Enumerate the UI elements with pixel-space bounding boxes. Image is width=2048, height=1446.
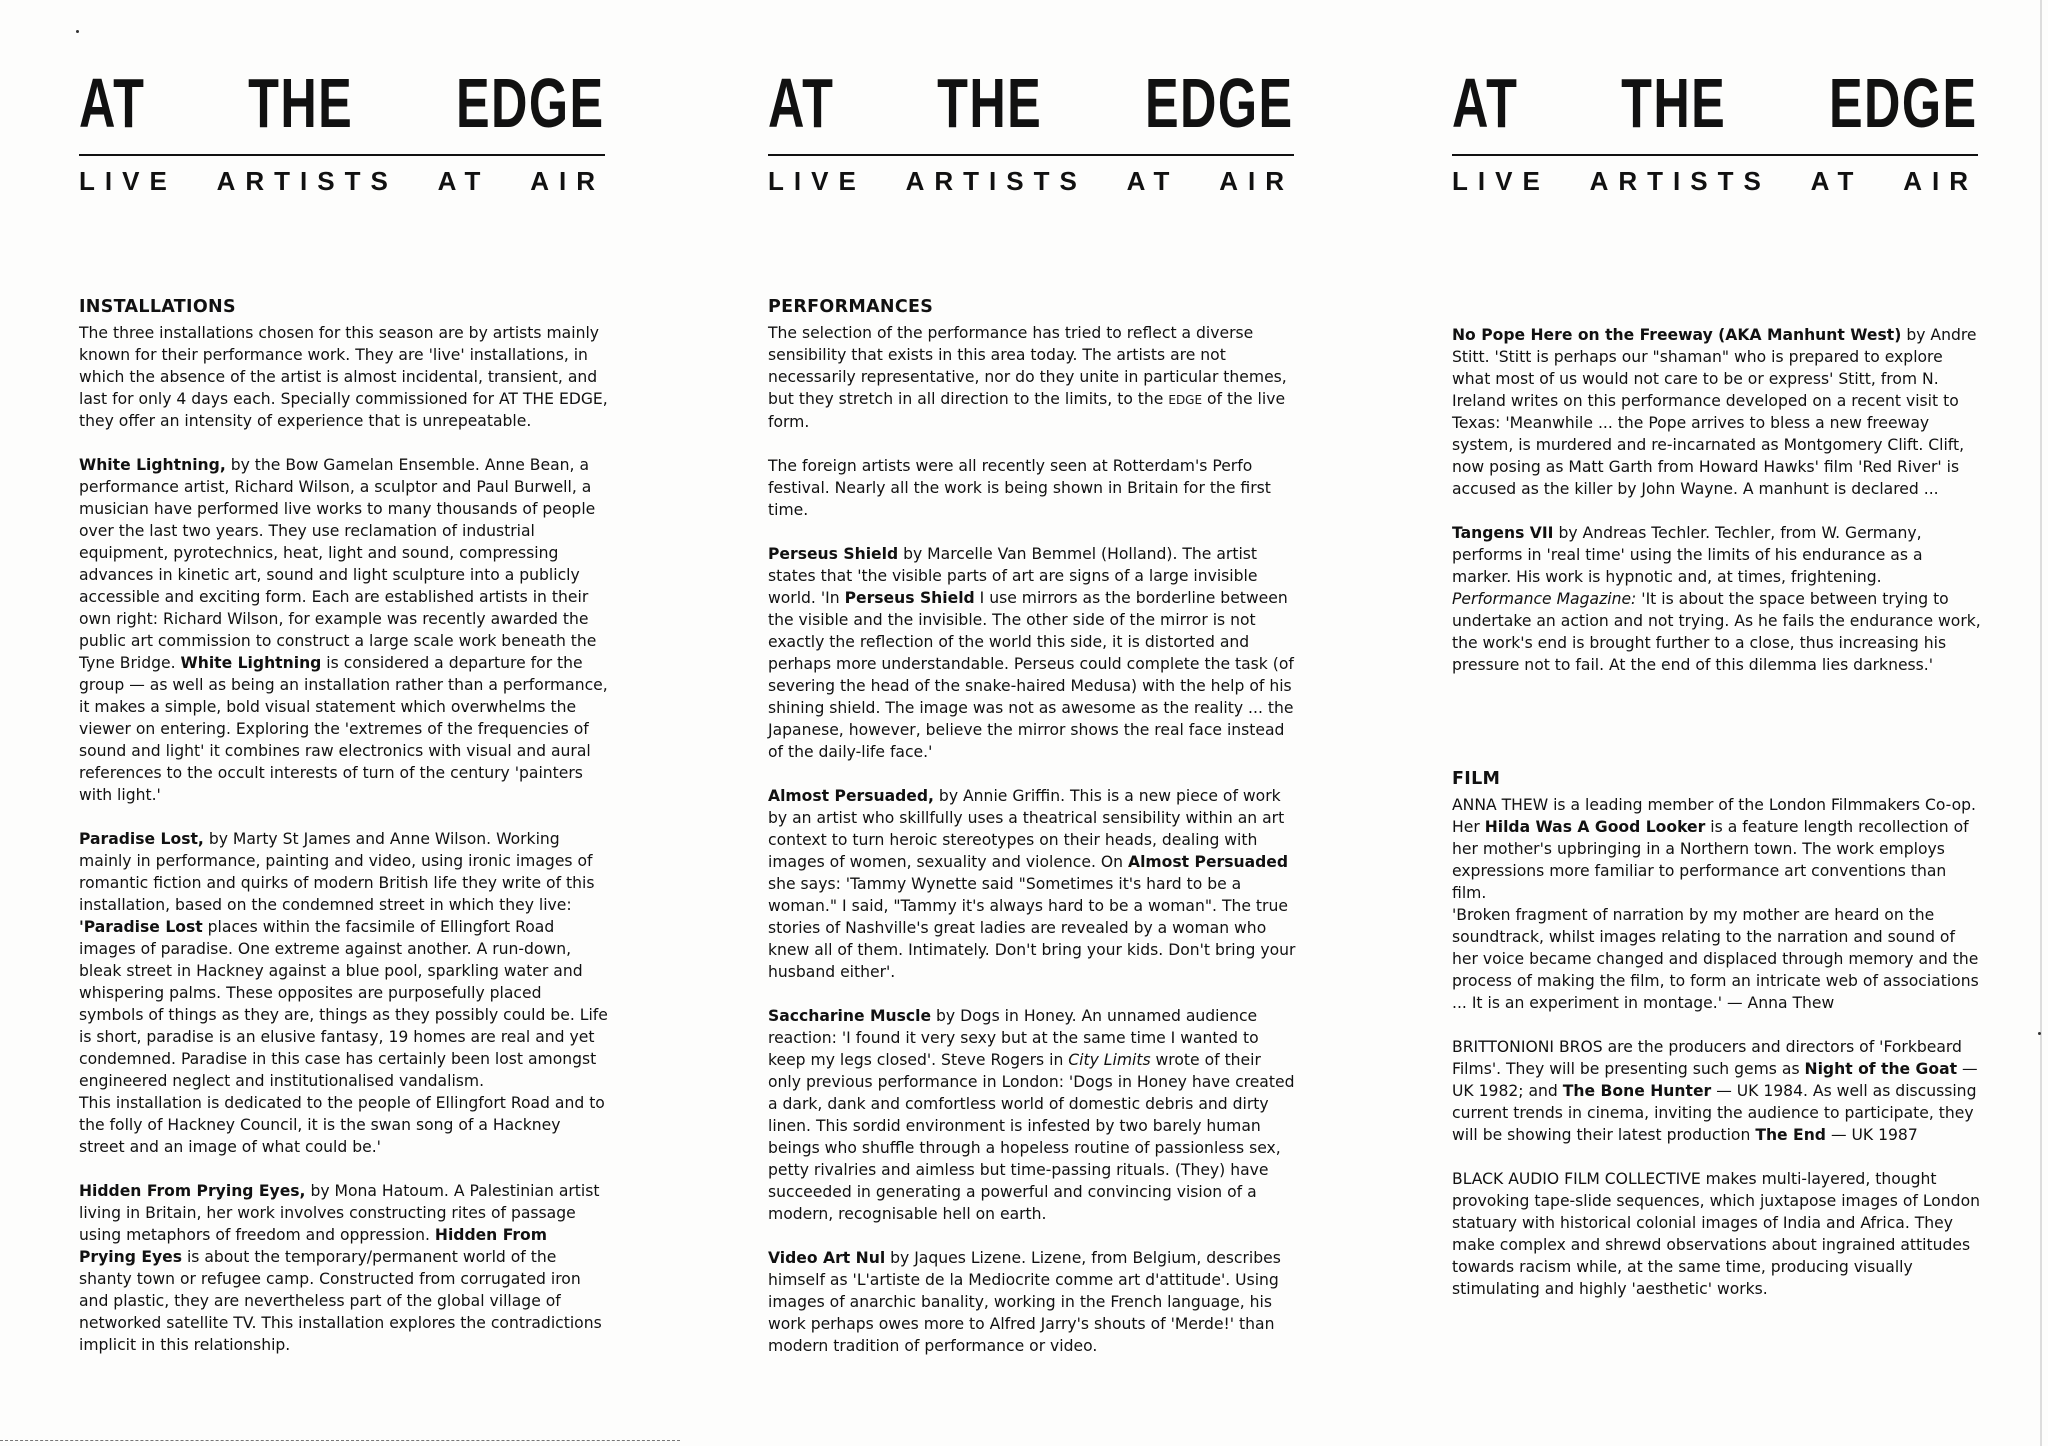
entry-hidden-from-prying-eyes	[79, 1180, 609, 1356]
entry-italic: Performance Magazine:	[1452, 590, 1637, 608]
masthead-rule	[1452, 154, 1978, 156]
entry-almost-persuaded	[768, 785, 1298, 983]
entry-text: is about the temporary/permanent world of the shanty town or refugee camp. Constructed from corrugated iron and plastic, they are nevertheless part of the global village of networked satellite TV. This installation explores the contradictions implicit in this relationship.	[79, 1248, 602, 1354]
entry-text: by the Bow Gamelan Ensemble. Anne Bean, a performance artist, Richard Wilson, a sculptor and Paul Burwell, a musician have performed live works to many thousands of people over the last two years. They use reclamation of industrial equipment, pyrotechnics, heat, light and sound, compressing advances in kinetic art, sound and light sculpture into a publicly accessible and exciting form. Each are established artists in their own right: Richard Wilson, for example was recently awarded the public art commission to construct a large scale work beneath the Tyne Bridge.	[79, 456, 597, 672]
entry-perseus-shield	[768, 543, 1298, 763]
subtitle-word: AIR	[1903, 166, 1978, 196]
column-body	[768, 296, 1298, 1379]
panel-installations	[79, 0, 609, 1446]
entry-text: by Dogs in Honey. An unnamed audience reaction: 'I found it very sexy but at the same time I wanted to keep my legs closed'. Steve Rogers in	[768, 1007, 1259, 1069]
entry-text: — UK 1984. As well as discussing current trends in cinema, inviting the audience to participate, they will be showing their latest production	[1452, 1082, 1977, 1144]
entry-saccharine-muscle	[768, 1005, 1298, 1225]
entry-title: Almost Persuaded	[1128, 853, 1289, 871]
masthead-title	[79, 64, 605, 142]
subtitle-word: LIVE	[1452, 166, 1550, 196]
section-heading: FILM	[1452, 769, 1501, 789]
panel-film	[1452, 0, 1982, 1446]
entry-title: The Bone Hunter	[1562, 1082, 1712, 1100]
entry-text: she says: 'Tammy Wynette said "Sometimes it's hard to be a woman." I said, "Tammy it's always hard to be a woman". The true stories of Nashville's great ladies are revealed by a woman who knew all of them. Intimately. Don't bring your kids. Don't bring your husband either'.	[768, 875, 1296, 981]
masthead-rule	[768, 154, 1294, 156]
entry-text: — UK 1982; and	[1452, 1060, 1978, 1100]
page-edge-shadow	[2040, 0, 2042, 1446]
entry-title: Saccharine Muscle	[768, 1007, 932, 1025]
masthead	[768, 64, 1298, 196]
entry-brittonioni	[1452, 1036, 1982, 1146]
entry-text: 'It is about the space between trying to undertake an action and not trying. As he fails the endurance work, the work's end is brought further to a close, thus increasing his pressure not to fail. At the end of this dilemma lies darkness.'	[1452, 590, 1981, 674]
subtitle-word: ARTISTS	[1589, 166, 1771, 196]
masthead-title	[768, 64, 1294, 142]
subtitle-word: ARTISTS	[905, 166, 1087, 196]
entry-title: Hidden From Prying Eyes	[79, 1226, 548, 1266]
masthead-title	[1452, 64, 1978, 142]
entry-text: by Marty St James and Anne Wilson. Working mainly in performance, painting and video, using ironic images of romantic fiction and quirks of modern British life they write of this installation, based on the condemned street in which they live:	[79, 830, 595, 914]
entry-text: I use mirrors as the borderline between the visible and the invisible. The other side of the mirror is not exactly the reflection of the world this side, it is distorted and perhaps more understandable. Perseus could complete the task (of severing the head of the snake-haired Medusa) with the help of his shining shield. The image was not as awesome as the reality ... the Japanese, however, believe the mirror shows the real face instead of the daily-life face.'	[768, 589, 1294, 761]
entry-black-audio: BLACK AUDIO FILM COLLECTIVE makes multi-layered, thought provoking tape-slide sequences, which juxtapose images of London statuary with historical colonial images of India and Africa. They make complex and shrewd observations about ingrained attitudes towards racism while, at the same time, producing visually stimulating and highly 'aesthetic' works.	[1452, 1170, 1980, 1298]
intro-paragraph	[768, 322, 1298, 433]
entry-no-pope	[1452, 324, 1982, 500]
subtitle-word: AT	[437, 166, 491, 196]
section-heading: INSTALLATIONS	[79, 297, 236, 317]
entry-text: BRITTONIONI BROS are the producers and directors of 'Forkbeard Films'. They will be presenting such gems as	[1452, 1038, 1962, 1078]
entry-text: This installation is dedicated to the people of Ellingfort Road and to the folly of Hackney Council, it is the swan song of a Hackney street and an image of what could be.'	[79, 1094, 605, 1156]
intro-text: The selection of the performance has tried to reflect a diverse sensibility that exists in this area today. The artists are not necessarily representative, nor do they unite in particular themes, but they stretch in all direction to the limits, to the	[768, 324, 1287, 408]
entry-title: Hilda Was A Good Looker	[1484, 818, 1706, 836]
entry-title: White Lightning,	[79, 456, 226, 474]
entry-title: Perseus Shield	[768, 545, 899, 563]
subtitle-word: AT	[1126, 166, 1180, 196]
entry-anna-thew	[1452, 794, 1982, 1014]
title-word: AT	[79, 64, 146, 142]
masthead-subtitle	[79, 166, 605, 197]
title-word: EDGE	[1828, 64, 1978, 142]
intro-text: of the live form.	[768, 390, 1286, 431]
entry-text: by Mona Hatoum. A Palestinian artist living in Britain, her work involves constructing rites of passage using metaphors of freedom and oppression.	[79, 1182, 600, 1244]
entry-italic: City Limits	[1068, 1051, 1151, 1069]
entry-title: Hidden From Prying Eyes,	[79, 1182, 306, 1200]
entry-title: Video Art Nul	[768, 1249, 886, 1267]
entry-white-lightning	[79, 454, 609, 806]
entry-text: by Marcelle Van Bemmel (Holland). The artist states that 'the visible parts of art are signs of a large invisible world. 'In	[768, 545, 1258, 607]
entry-text: 'Broken fragment of narration by my mother are heard on the soundtrack, whilst images relating to the narration and sound of her voice became changed and displaced through memory and the process of making the film, to form an intricate web of associations ... It is an experiment in montage.' — Anna Thew	[1452, 906, 1979, 1012]
entry-text: by Andreas Techler. Techler, from W. Germany, performs in 'real time' using the limits of his endurance as a marker. His work is hypnotic and, at times, frightening.	[1452, 524, 1923, 586]
title-word: EDGE	[455, 64, 605, 142]
title-word: THE	[1621, 64, 1727, 142]
speck	[2038, 1032, 2041, 1035]
subtitle-word: LIVE	[768, 166, 866, 196]
entry-tangens	[1452, 522, 1982, 676]
section-heading: PERFORMANCES	[768, 297, 934, 317]
intro-paragraph: The three installations chosen for this season are by artists mainly known for their performance work. They are 'live' installations, in which the absence of the artist is almost incidental, transient, and last for only 4 days each. Specially commissioned for AT THE EDGE, they offer an intensity of experience that is unrepeatable.	[79, 324, 608, 430]
masthead-subtitle	[1452, 166, 1978, 197]
title-word: AT	[768, 64, 835, 142]
edge-smallcaps: EDGE	[1168, 393, 1203, 407]
entry-text: wrote of their only previous performance in London: 'Dogs in Honey have created a dark, dank and comfortless world of domestic debris and dirty linen. This sordid environment is infested by two barely human beings who shuffle through a hopeless routine of passionless sex, petty rivalries and aimless but time-passing rituals. (They) have succeeded in generating a powerful and convincing vision of a modern, recognisable hell on earth.	[768, 1051, 1295, 1223]
entry-title: White Lightning	[180, 654, 322, 672]
entry-title: No Pope Here on the Freeway (AKA Manhunt West)	[1452, 326, 1902, 344]
entry-title: Night of the Goat	[1804, 1060, 1958, 1078]
subtitle-word: LIVE	[79, 166, 177, 196]
entry-title: Paradise Lost,	[79, 830, 204, 848]
entry-title: The End	[1755, 1126, 1826, 1144]
subtitle-word: AIR	[1219, 166, 1294, 196]
entry-text: places within the facsimile of Ellingfort Road images of paradise. One extreme against another. A run-down, bleak street in Hackney against a blue pool, sparkling water and whispering palms. These opposites are purposefully placed symbols of things as they are, things as they possibly could be. Life is short, paradise is an elusive fantasy, 19 homes are real and yet condemned. Paradise in this case has certainly been lost amongst engineered neglect and institutionalised vandalism.	[79, 918, 608, 1090]
entry-title: 'Paradise Lost	[79, 918, 203, 936]
panel-performances	[768, 0, 1298, 1446]
masthead	[79, 64, 609, 196]
entry-text: by Jaques Lizene. Lizene, from Belgium, describes himself as 'L'artiste de la Mediocrite comme art d'attitude'. Using images of anarchic banality, working in the French language, his work perhaps owes more to Alfred Jarry's shouts of 'Merde!' than modern tradition of performance or video.	[768, 1249, 1281, 1355]
foreign-paragraph: The foreign artists were all recently seen at Rotterdam's Perfo festival. Nearly all the work is being shown in Britain for the first time.	[768, 457, 1271, 519]
entry-title: Perseus Shield	[844, 589, 975, 607]
entry-paradise-lost	[79, 828, 609, 1158]
entry-video-art-nul	[768, 1247, 1298, 1357]
masthead-rule	[79, 154, 605, 156]
title-word: THE	[248, 64, 354, 142]
bottom-dashed-rule	[0, 1440, 680, 1441]
entry-text: is a feature length recollection of her mother's upbringing in a Northern town. The work employs expressions more familiar to performance art conventions than film.	[1452, 818, 1969, 902]
subtitle-word: AT	[1810, 166, 1864, 196]
title-word: THE	[937, 64, 1043, 142]
entry-text: by Annie Griffin. This is a new piece of work by an artist who skillfully uses a theatrical sensibility within an art context to turn heroic stereotypes on their heads, dealing with images of women, sexuality and violence. On	[768, 787, 1285, 871]
title-word: AT	[1452, 64, 1519, 142]
entry-title: Tangens VII	[1452, 524, 1554, 542]
subtitle-word: ARTISTS	[216, 166, 398, 196]
speck	[76, 30, 79, 33]
subtitle-word: AIR	[530, 166, 605, 196]
entry-text: by Andre Stitt. 'Stitt is perhaps our "shaman" who is prepared to explore what most of us would not care to be or express' Stitt, from N. Ireland writes on this performance developed on a recent visit to Texas: 'Meanwhile ... the Pope arrives to bless a new freeway system, is murdered and re-incarnated as Montgomery Clift. Clift, now posing as Matt Garth from Howard Hawks' film 'Red River' is accused as the killer by John Wayne. A manhunt is declared ...	[1452, 326, 1977, 498]
masthead-subtitle	[768, 166, 1294, 197]
entry-text: ANNA THEW is a leading member of the London Filmmakers Co-op. Her	[1452, 796, 1976, 836]
entry-title: Almost Persuaded,	[768, 787, 934, 805]
masthead	[1452, 64, 1982, 196]
entry-text: — UK 1987	[1825, 1126, 1918, 1144]
title-word: EDGE	[1144, 64, 1294, 142]
column-body	[79, 296, 609, 1378]
entry-text: is considered a departure for the group — as well as being an installation rather than a performance, it makes a simple, bold visual statement which overwhelms the viewer on entering. Exploring the 'extremes of the frequencies of sound and light' it combines raw electronics with visual and aural references to the occult interests of turn of the century 'painters with light.'	[79, 654, 608, 804]
column-body	[1452, 324, 1982, 1322]
